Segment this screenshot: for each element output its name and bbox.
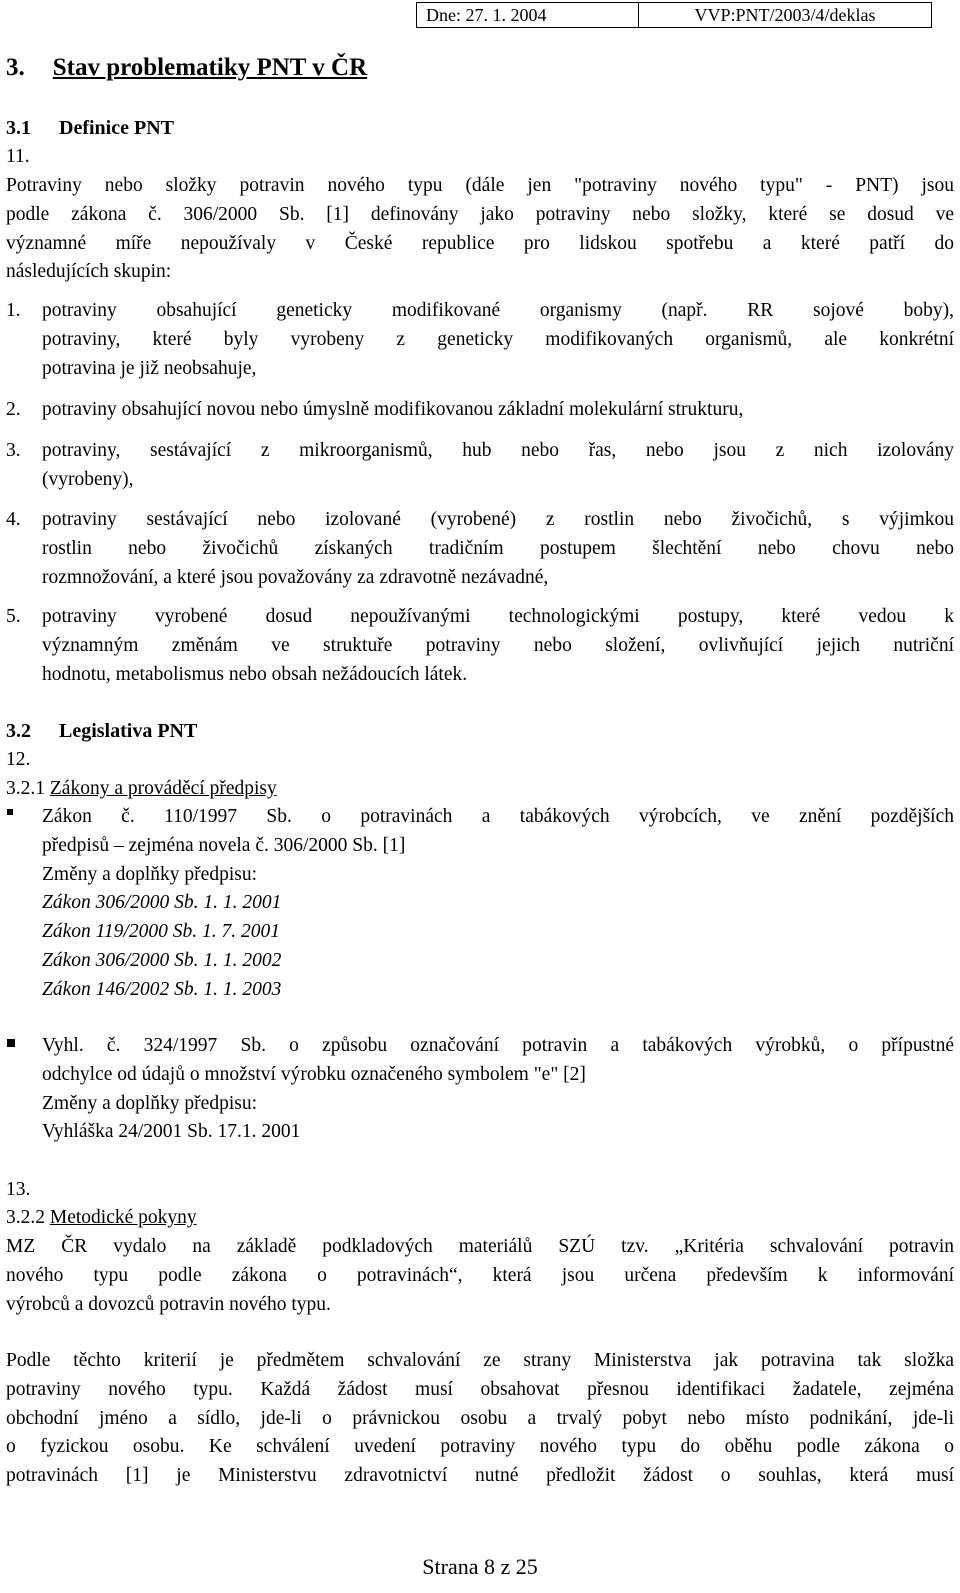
list-number: 5. <box>6 606 21 627</box>
change-entry: Zákon 146/2002 Sb. 1. 1. 2003 <box>42 978 282 1000</box>
paragraph-line: Podle těchto kriterií je předmětem schvalování ze strany Ministerstva jak potravina tak složka <box>6 1350 954 1371</box>
list-number: 2. <box>6 399 21 420</box>
intro-line: významné míře nepoužívaly v České republice pro lidskou spotřebu a které patří do <box>6 232 954 254</box>
subsection-title: Zákony a prováděcí předpisy <box>49 778 277 799</box>
section-3-2-title: Legislativa PNT <box>59 720 198 742</box>
subsection-number: 3.2.2 <box>6 1207 45 1228</box>
list-line: hodnotu, metabolismus nebo obsah nežádoucích látek. <box>42 663 468 685</box>
marker-11: 11. <box>6 146 30 167</box>
section-3-2-number: 3.2 <box>6 720 31 742</box>
paragraph-line: o fyzickou osobu. Ke schválení uvedení potraviny nového typu do oběhu podle zákona o <box>6 1436 954 1458</box>
header-box <box>416 2 932 28</box>
law-entry <box>6 1032 954 1147</box>
intro-line: následujících skupin: <box>6 261 172 283</box>
subsection-3-2-1-heading <box>6 775 954 804</box>
list-number: 1. <box>6 300 21 321</box>
list-line: potraviny vyrobené dosud nepoužívanými technologickými postupy, které vedou k <box>42 606 954 627</box>
section-3-2-heading <box>6 717 954 746</box>
change-entry: Zákon 119/2000 Sb. 1. 7. 2001 <box>42 921 280 943</box>
change-entry: Zákon 306/2000 Sb. 1. 1. 2002 <box>42 949 282 971</box>
list-line: potraviny obsahující novou nebo úmyslně modifikovanou základní molekulární strukturu, <box>42 399 744 420</box>
intro-line: Potraviny nebo složky potravin nového typu (dále jen "potraviny nového typu" - PNT) jsou <box>6 175 954 196</box>
list-line: rozmnožování, a které jsou považovány za zdravotně nezávadné, <box>42 566 549 588</box>
paragraph-line: obchodní jméno a sídlo, jde-li o právnickou osobu a trvalý pobyt nebo místo podnikání, jde-li <box>6 1407 954 1429</box>
subsection-number: 3.2.1 <box>6 778 45 799</box>
section-3-title: Stav problematiky PNT v ČR <box>52 54 368 81</box>
list-number: 3. <box>6 440 21 461</box>
list-item <box>6 297 954 383</box>
law-line: Zákon č. 110/1997 Sb. o potravinách a tabákových výrobcích, ve znění pozdějších <box>42 806 954 827</box>
list-item <box>6 396 954 425</box>
header-date: Dne: 27. 1. 2004 <box>417 3 639 27</box>
paragraph <box>6 1233 954 1319</box>
section-3-1-heading <box>6 114 954 143</box>
list-number: 4. <box>6 509 21 530</box>
marker-12: 12. <box>6 749 31 770</box>
section-3-1-title: Definice PNT <box>59 117 174 139</box>
list-item <box>6 437 954 495</box>
section-3-heading <box>6 53 954 83</box>
list-line: potraviny, které byly vyrobeny z geneticky modifikovaných organismů, ale konkrétní <box>42 328 954 350</box>
changes-label: Změny a doplňky předpisu: <box>42 1092 258 1114</box>
intro-line: podle zákona č. 306/2000 Sb. [1] definovány jako potraviny nebo složky, které se dosud ve <box>6 203 954 225</box>
law-entry <box>6 803 954 1005</box>
paragraph-line: výrobců a dovozců potravin nového typu. <box>6 1293 331 1315</box>
paragraph-line: nového typu podle zákona o potravinách“, která jsou určena především k informování <box>6 1264 954 1286</box>
section-3-number: 3. <box>6 54 25 81</box>
list-line: potravina je již neobsahuje, <box>42 357 257 379</box>
list-item <box>6 506 954 592</box>
section-3-1-number: 3.1 <box>6 117 31 139</box>
law-line: odchylce od údajů o množství výrobku označeného symbolem "e" [2] <box>42 1063 586 1085</box>
list-item <box>6 603 954 689</box>
list-line: potraviny sestávající nebo izolované (vyrobené) z rostlin nebo živočichů, s výjimkou <box>42 509 954 530</box>
header-reference: VVP:PNT/2003/4/deklas <box>694 5 876 25</box>
subsection-3-2-2-heading <box>6 1204 954 1233</box>
list-line: potraviny, sestávající z mikroorganismů, hub nebo řas, nebo jsou z nich izolovány <box>42 440 954 461</box>
change-entry: Vyhláška 24/2001 Sb. 17.1. 2001 <box>42 1121 301 1143</box>
changes-label: Změny a doplňky předpisu: <box>42 863 258 885</box>
list-line: (vyrobeny), <box>42 468 134 490</box>
paragraph-line: MZ ČR vydalo na základě podkladových materiálů SZÚ tzv. „Kritéria schvalování potravin <box>6 1236 954 1257</box>
list-line: potraviny obsahující geneticky modifikované organismy (např. RR sojové boby), <box>42 300 954 321</box>
list-line: významným změnám ve struktuře potraviny nebo složení, ovlivňující jejich nutriční <box>42 634 954 656</box>
subsection-title: Metodické pokyny <box>49 1207 197 1228</box>
paragraph <box>6 1347 954 1491</box>
law-line: předpisů – zejména novela č. 306/2000 Sb. [1] <box>42 834 406 856</box>
marker-13: 13. <box>6 1179 31 1200</box>
paragraph-line: potravinách [1] je Ministerstvu zdravotnictví nutné předložit žádost o souhlas, která musí <box>6 1465 954 1487</box>
page-number: Strana 8 z 25 <box>422 1554 538 1579</box>
list-line: rostlin nebo živočichů získaných tradičním postupem šlechtění nebo chovu nebo <box>42 537 954 559</box>
intro-paragraph <box>6 172 954 287</box>
law-line: Vyhl. č. 324/1997 Sb. o způsobu označování potravin a tabákových výrobků, o přípustné <box>42 1035 954 1056</box>
paragraph-line: potraviny nového typu. Každá žádost musí obsahovat přesnou identifikaci žadatele, zejména <box>6 1378 954 1400</box>
change-entry: Zákon 306/2000 Sb. 1. 1. 2001 <box>42 892 282 914</box>
